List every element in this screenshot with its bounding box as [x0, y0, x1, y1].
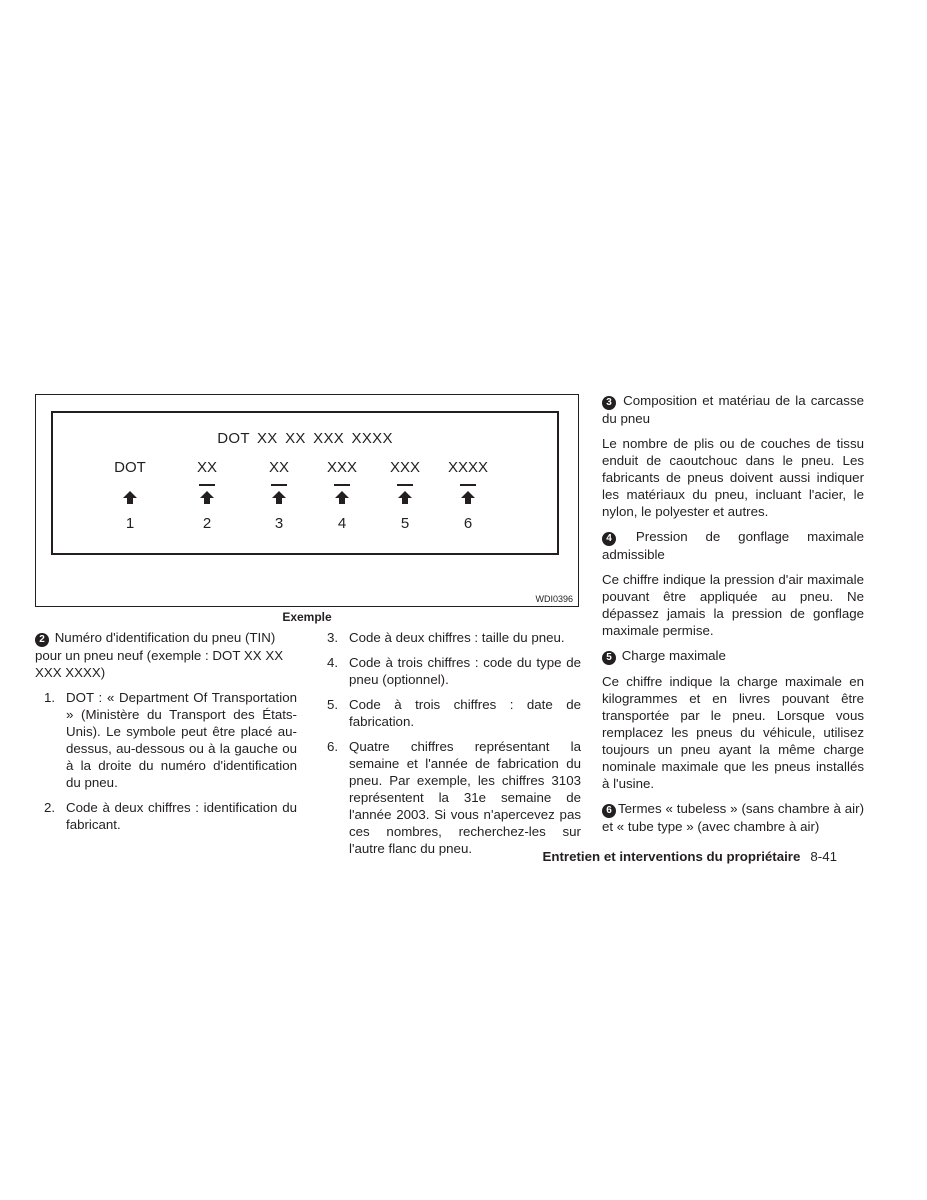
up-arrow-icon [460, 490, 476, 506]
segment-underline [397, 484, 413, 486]
segment-code: XXX [389, 459, 420, 476]
segment-underline [334, 484, 350, 486]
list-number: 6. [327, 739, 339, 754]
list-item [327, 629, 581, 646]
tin-intro [35, 629, 297, 681]
circled-number-icon: 4 [602, 532, 616, 546]
up-arrow-icon [199, 490, 215, 506]
segment-underline [199, 484, 215, 486]
heading-text: Composition et matériau de la carcasse du pneu [602, 393, 864, 426]
tin-diagram-box [51, 411, 559, 555]
circled-number-icon: 3 [602, 396, 616, 410]
section-heading [602, 800, 864, 835]
segment-number: 1 [125, 515, 135, 532]
tin-example-line: DOT XX XX XXX XXXX [217, 430, 393, 447]
section-body: Le nombre de plis ou de couches de tissu enduit de caoutchouc dans le pneu. Les fabricants de pneus doivent aussi indiquer les matériaux du pneu, incluant l'acier, le nylon, le polyester et autres. [602, 436, 864, 519]
list-item [44, 689, 297, 791]
column-middle [327, 629, 581, 865]
figure-id: WDI0396 [535, 594, 573, 604]
circled-number-icon: 6 [602, 804, 616, 818]
list-item [44, 799, 297, 833]
up-arrow-icon [334, 490, 350, 506]
list-item [327, 738, 581, 857]
tin-example-figure [35, 394, 579, 607]
segment-code: XX [196, 459, 217, 476]
segment-number: 2 [202, 515, 212, 532]
up-arrow-icon [122, 490, 138, 506]
segment-underline [460, 484, 476, 486]
heading-text: Charge maximale [621, 648, 726, 663]
list-number: 3. [327, 630, 339, 645]
list-text: Code à trois chiffres : date de fabrication. [349, 697, 581, 729]
list-text: Quatre chiffres représentant la semaine et l'année de fabrication du pneu. Par exemple, les chiffres 3103 représentent la 31e semaine de l'année 2003. Si vous n'apercevez pas ces nombres, recherchez-les sur l'autre flanc du pneu. [349, 739, 581, 856]
segment-number: 4 [337, 515, 347, 532]
page-number: 8-41 [810, 849, 837, 864]
list-item [327, 696, 581, 730]
segment-number: 5 [400, 515, 410, 532]
segment-number: 6 [463, 515, 473, 532]
page-footer [543, 849, 837, 864]
list-text: Code à trois chiffres : code du type de pneu (optionnel). [349, 655, 581, 687]
section-body: Ce chiffre indique la pression d'air maximale pouvant être appliquée au pneu. Ne dépassez jamais la pression de gonflage maximale permise. [602, 572, 864, 638]
segment-code: DOT [114, 459, 146, 476]
figure-caption: Exemple [282, 610, 332, 624]
circled-number-icon: 5 [602, 651, 616, 665]
circled-number-icon: 2 [35, 633, 49, 647]
segment-code: XX [268, 459, 289, 476]
section-body: Ce chiffre indique la charge maximale en kilogrammes et en livres pouvant être transportée par le pneu. Lorsque vous remplacez les pneus du véhicule, utilisez toujours un pneu ayant la même charge nominale maximale que les pneus installés à l'usine. [602, 674, 864, 791]
segment-underline [271, 484, 287, 486]
tin-intro-text: Numéro d'identification du pneu (TIN) pour un pneu neuf (exemple : DOT XX XX XXX XXXX) [35, 630, 284, 680]
list-item [327, 654, 581, 688]
list-number: 1. [44, 690, 56, 705]
list-text: Code à deux chiffres : taille du pneu. [349, 630, 565, 645]
list-number: 5. [327, 697, 339, 712]
column-left [35, 629, 297, 841]
segment-code: XXXX [447, 459, 489, 476]
tin-list [35, 689, 297, 833]
section-heading [602, 528, 864, 563]
heading-text: Termes « tubeless » (sans chambre à air) et « tube type » (avec chambre à air) [602, 801, 864, 834]
segment-number: 3 [274, 515, 284, 532]
column-right [602, 392, 864, 843]
section-heading [602, 392, 864, 427]
list-text: Code à deux chiffres : identification du fabricant. [66, 800, 297, 832]
footer-title: Entretien et interventions du propriétaire [542, 849, 801, 864]
up-arrow-icon [397, 490, 413, 506]
heading-text: Pression de gonflage maximale admissible [602, 529, 864, 562]
list-text: DOT : « Department Of Transportation » (Ministère du Transport des États-Unis). Le symbole peut être placé au-dessus, au-dessous ou à la gauche ou à la droite du numéro d'identification du pneu. [66, 690, 297, 790]
up-arrow-icon [271, 490, 287, 506]
list-number: 2. [44, 800, 56, 815]
section-heading [602, 647, 864, 665]
segment-code: XXX [326, 459, 357, 476]
list-number: 4. [327, 655, 339, 670]
